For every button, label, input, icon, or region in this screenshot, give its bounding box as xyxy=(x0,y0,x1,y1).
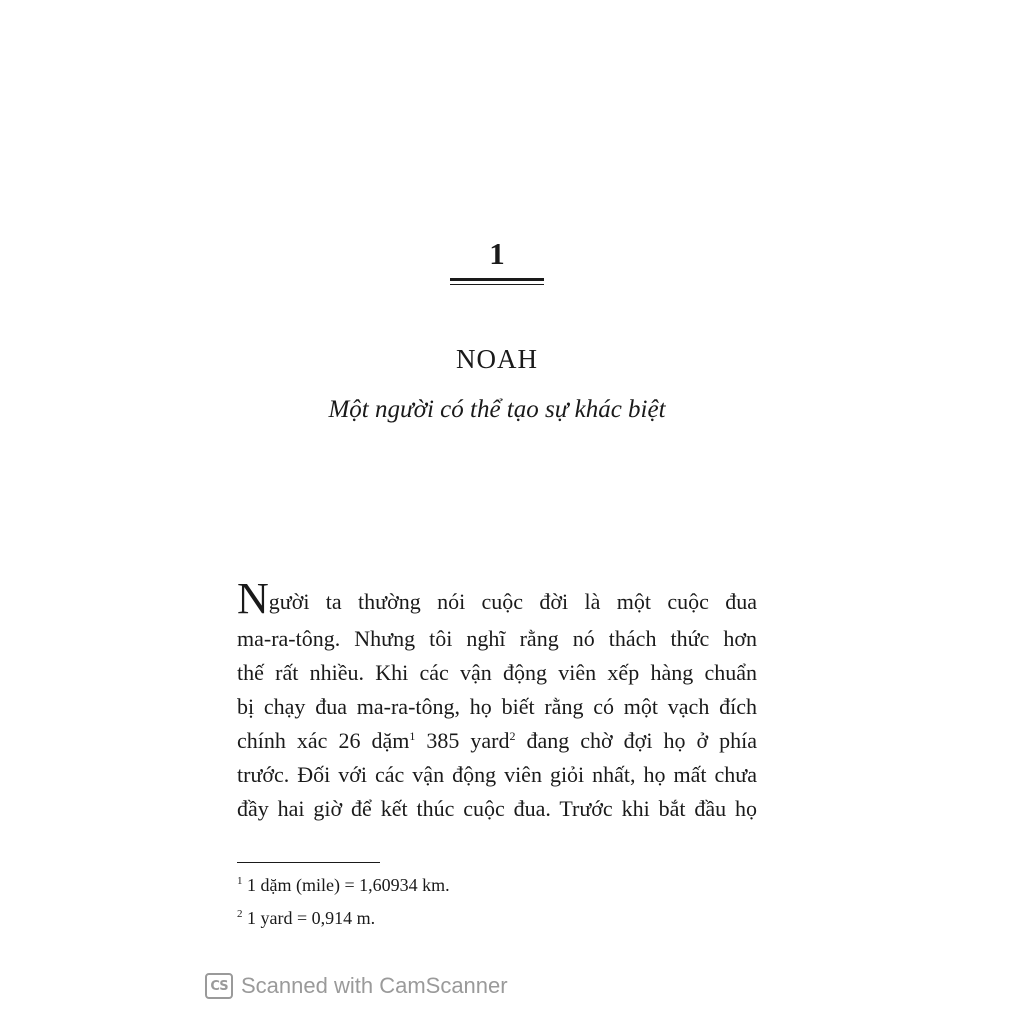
footnote-1-mark: 1 xyxy=(237,875,243,887)
body-line-1 xyxy=(237,574,757,623)
footnote-ref-1: 1 xyxy=(409,729,416,743)
drop-cap: N xyxy=(237,574,269,623)
body-line-1-text: gười ta thường nói cuộc đời là một cuộc đua xyxy=(268,589,757,614)
footnote-ref-2: 2 xyxy=(509,729,516,743)
body-line-7: đầy hai giờ để kết thúc cuộc đua. Trước khi bắt đầu họ xyxy=(237,796,757,821)
scanner-watermark xyxy=(205,970,508,1002)
body-paragraph xyxy=(237,574,757,826)
chapter-title: NOAH xyxy=(456,344,538,374)
chapter-rule-thin xyxy=(450,284,544,285)
footnote-1-text: 1 dặm (mile) = 1,60934 km. xyxy=(242,875,450,895)
body-line-4: bị chạy đua ma-ra-tông, họ biết rằng có một vạch đích xyxy=(237,694,757,719)
footnote-divider xyxy=(237,862,380,863)
chapter-number: 1 xyxy=(489,236,505,271)
chapter-subtitle: Một người có thể tạo sự khác biệt xyxy=(328,396,666,423)
chapter-rule-thick xyxy=(450,278,544,281)
body-line-2: ma-ra-tông. Nhưng tôi nghĩ rằng nó thách thức hơn xyxy=(237,626,757,651)
body-line-5 xyxy=(237,724,757,758)
body-line-5-part3: đang chờ đợi họ ở phía xyxy=(515,728,757,753)
footnote-2-text: 1 yard = 0,914 m. xyxy=(242,908,376,928)
footnote-2 xyxy=(237,906,375,930)
footnote-2-mark: 2 xyxy=(237,908,243,920)
body-line-6: trước. Đối với các vận động viên giỏi nhất, họ mất chưa xyxy=(237,762,757,787)
footnote-1 xyxy=(237,873,450,897)
watermark-text: Scanned with CamScanner xyxy=(241,973,508,998)
body-line-5-part1: chính xác 26 dặm xyxy=(237,728,410,753)
body-line-3: thế rất nhiều. Khi các vận động viên xếp hàng chuẩn xyxy=(237,660,757,685)
camscanner-logo-icon: CS xyxy=(205,973,233,999)
body-line-5-part2: 385 yard xyxy=(415,728,510,753)
